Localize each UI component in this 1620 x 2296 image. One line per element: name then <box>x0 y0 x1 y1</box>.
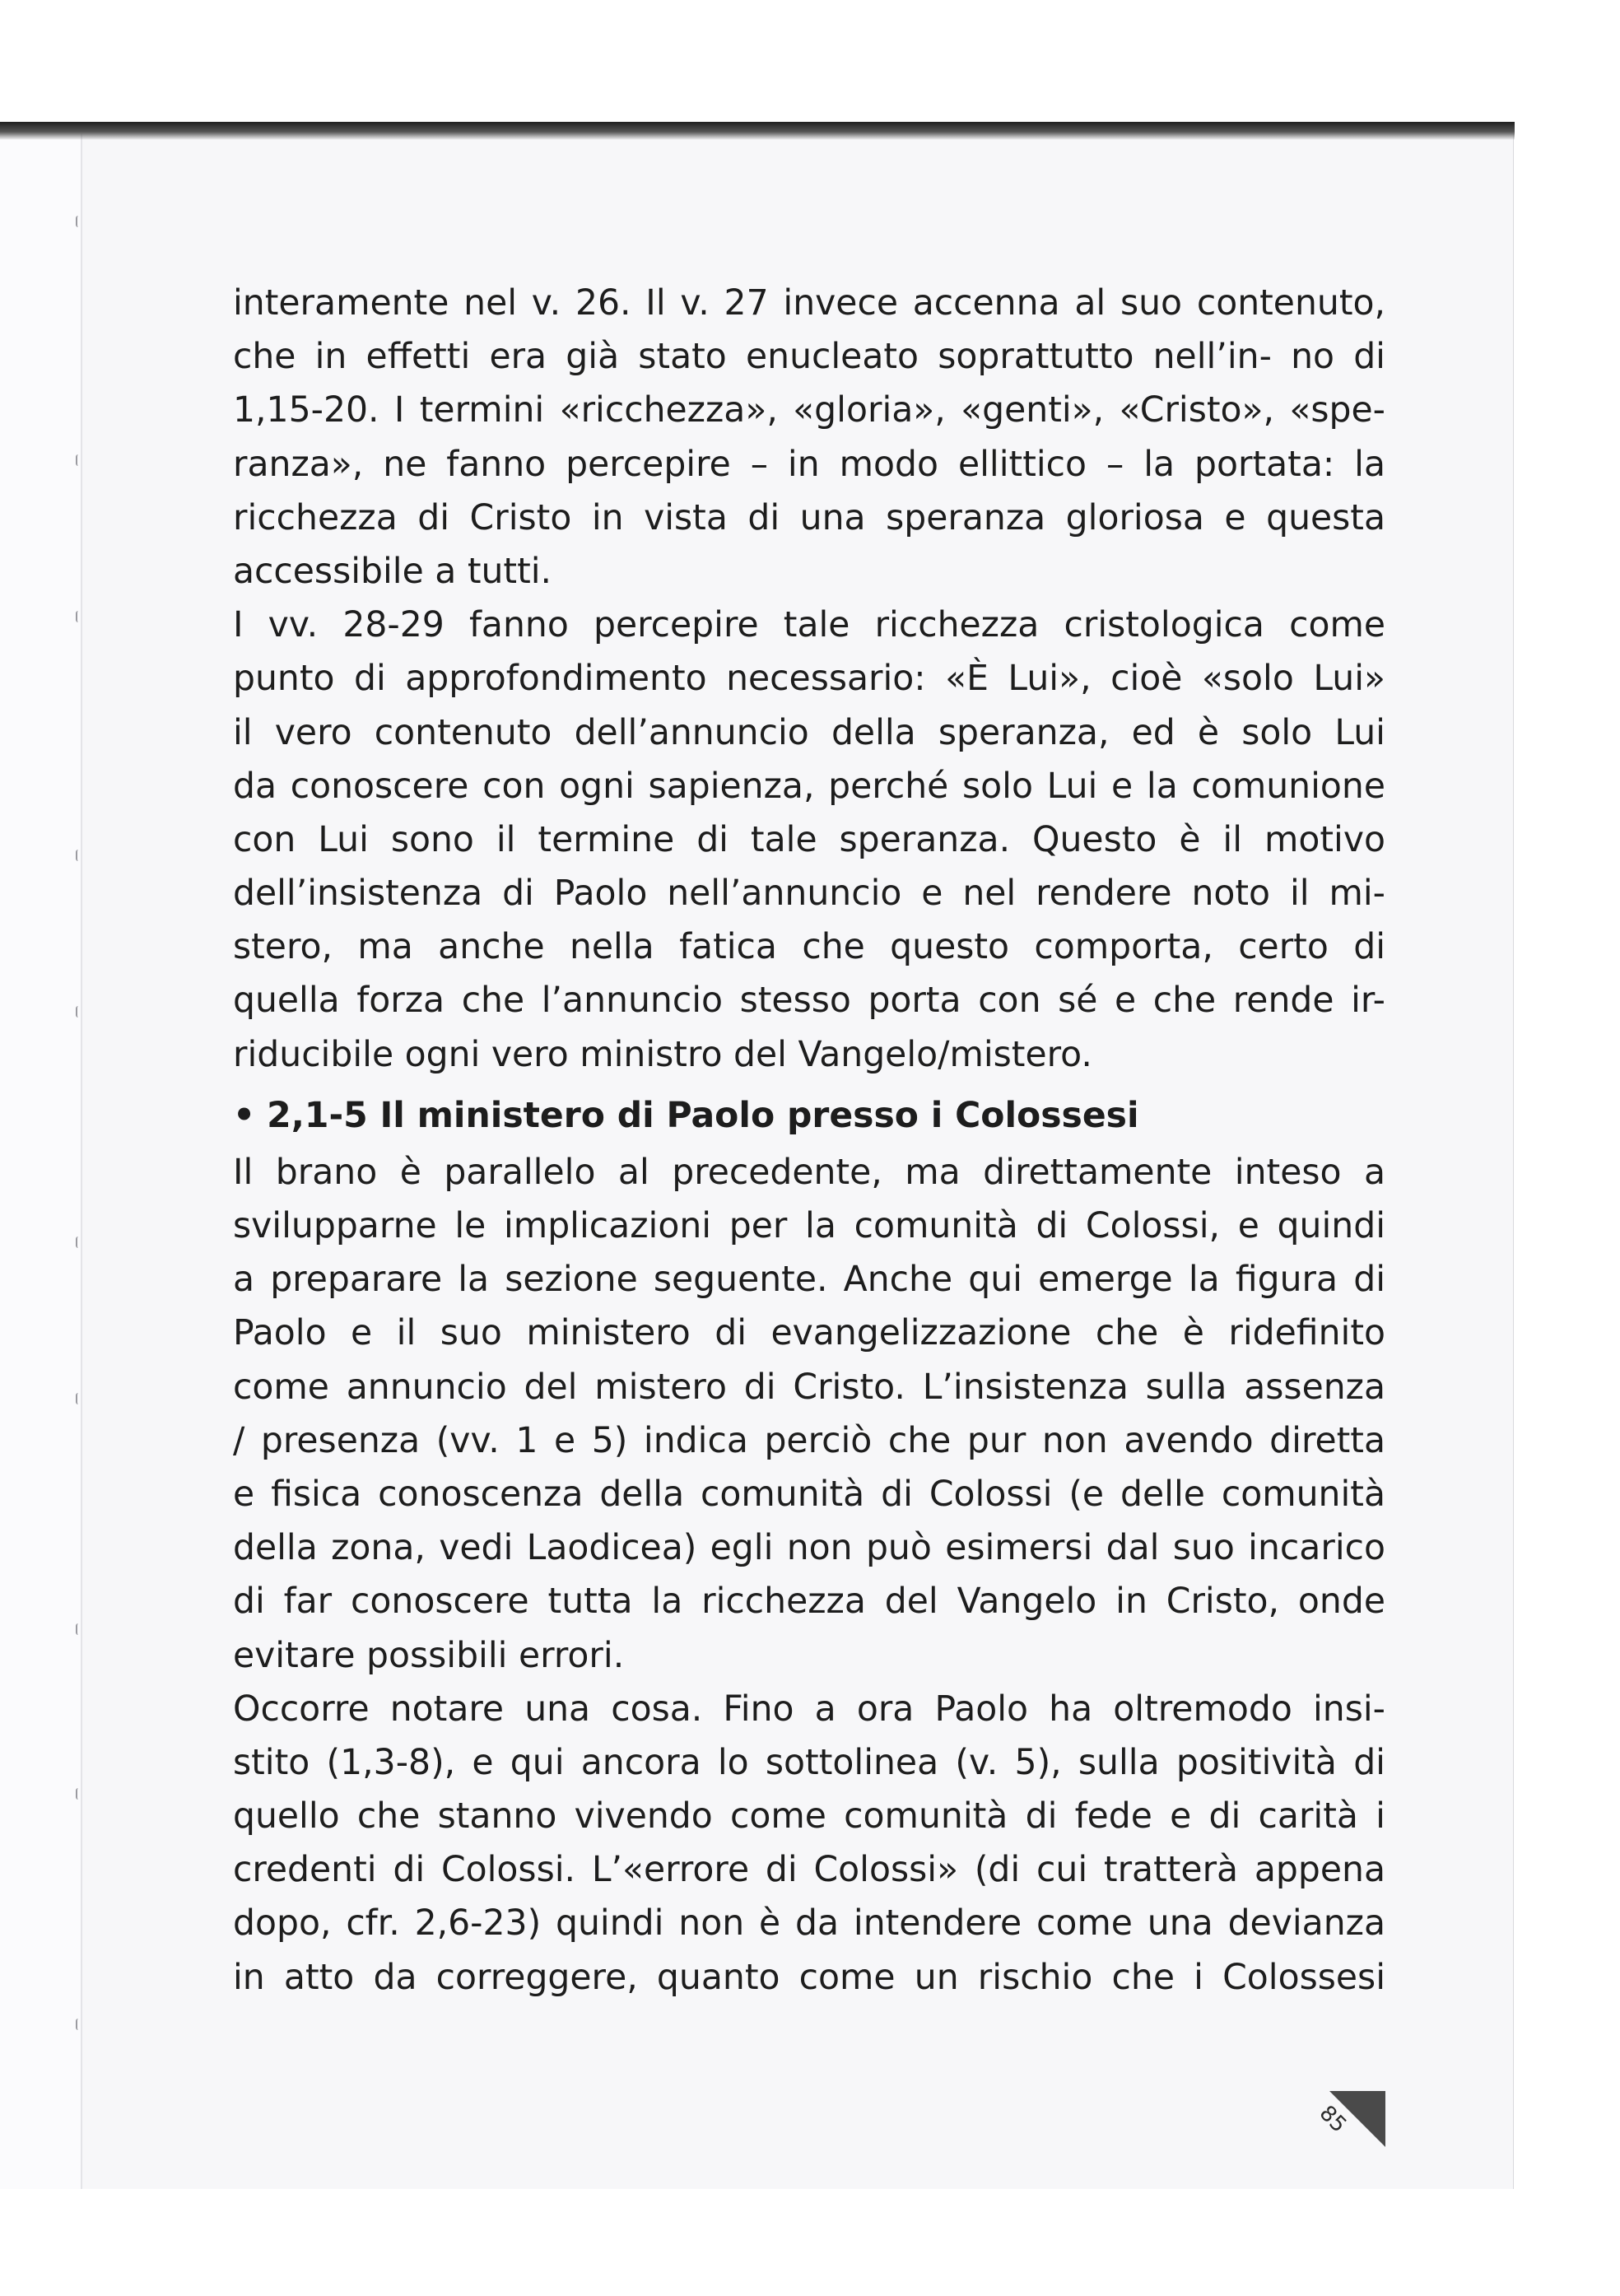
text-line: quello che stanno vivendo come comunità di fede e di carità i <box>233 1796 1385 1837</box>
bullet-icon: • <box>233 1095 256 1136</box>
text-line: a preparare la sezione seguente. Anche qui emerge la figura di <box>233 1260 1385 1301</box>
paragraph <box>233 1683 1385 2005</box>
text-line: accessibile a tutti. <box>233 551 552 592</box>
text-line: stito (1,3-8), e qui ancora lo sottolinea (v. 5), sulla positività di <box>233 1742 1385 1783</box>
text-line: dell’insistenza di Paolo nell’annuncio e nel rendere noto il mi- <box>233 873 1385 915</box>
paragraph <box>233 598 1385 1082</box>
text-line: con Lui sono il termine di tale speranza. Questo è il motivo <box>233 819 1385 860</box>
text-line: evitare possibili errori. <box>233 1635 625 1676</box>
binding-stitch <box>76 1623 81 1635</box>
text-line: come annuncio del mistero di Cristo. L’insistenza sulla assenza <box>233 1367 1385 1408</box>
binding-stitch <box>76 216 81 227</box>
binding-stitch <box>76 850 81 861</box>
text-line: Paolo e il suo ministero di evangelizzazione che è ridefinito <box>233 1313 1385 1354</box>
text-line: I vv. 28-29 fanno percepire tale ricchezza cristologica come <box>233 605 1385 646</box>
book-gutter <box>0 133 81 2189</box>
text-line: dopo, cfr. 2,6-23) quindi non è da intendere come una devianza <box>233 1903 1385 1944</box>
binding-stitch <box>76 2019 81 2030</box>
binding-stitch <box>76 1236 81 1248</box>
text-line: di far conoscere tutta la ricchezza del Vangelo in Cristo, onde <box>233 1581 1385 1623</box>
binding-stitch <box>76 1788 81 1800</box>
body-text <box>233 277 1385 2005</box>
text-line: stero, ma anche nella fatica che questo comporta, certo di <box>233 927 1385 968</box>
binding-stitch <box>76 611 81 622</box>
text-line: Occorre notare una cosa. Fino a ora Paolo ha oltremodo insi- <box>233 1688 1385 1730</box>
text-line: punto di approfondimento necessario: «È Lui», cioè «solo Lui» <box>233 659 1385 700</box>
text-line: da conoscere con ogni sapienza, perché solo Lui e la comunione <box>233 766 1385 807</box>
text-line: interamente nel v. 26. Il v. 27 invece accenna al suo contenuto, <box>233 283 1385 324</box>
page-number: 85 <box>1314 2101 1352 2138</box>
text-line: 1,15-20. I termini «ricchezza», «gloria», «genti», «Cristo», «spe- <box>233 390 1385 431</box>
text-line: ranza», ne fanno percepire – in modo ellittico – la portata: la <box>233 444 1385 485</box>
text-line: credenti di Colossi. L’«errore di Colossi» (di cui tratterà appena <box>233 1850 1385 1891</box>
binding-stitch <box>76 1006 81 1018</box>
page-top-shadow <box>0 122 1515 140</box>
text-line: ricchezza di Cristo in vista di una speranza gloriosa e questa <box>233 497 1385 538</box>
paragraph <box>233 1146 1385 1683</box>
text-line: / presenza (vv. 1 e 5) indica perciò che pur non avendo diretta <box>233 1420 1385 1461</box>
text-line: Il brano è parallelo al precedente, ma direttamente inteso a <box>233 1152 1385 1193</box>
binding-stitch <box>76 454 81 466</box>
text-line: il vero contenuto dell’annuncio della speranza, ed è solo Lui <box>233 712 1385 753</box>
paragraph <box>233 277 1385 598</box>
text-line: della zona, vedi Laodicea) egli non può esimersi dal suo incarico <box>233 1528 1385 1569</box>
text-line: svilupparne le implicazioni per la comunità di Colossi, e quindi <box>233 1206 1385 1246</box>
section-heading-text: 2,1-5 Il ministero di Paolo presso i Colossesi <box>267 1095 1139 1136</box>
section-heading <box>233 1087 1385 1146</box>
text-line: riducibile ogni vero ministro del Vangelo/mistero. <box>233 1034 1092 1075</box>
binding-stitch <box>76 1393 81 1404</box>
text-line: in atto da correggere, quanto come un rischio che i Colossesi <box>233 1957 1385 1998</box>
text-line: quella forza che l’annuncio stesso porta con sé e che rende ir- <box>233 980 1385 1022</box>
text-line: che in effetti era già stato enucleato soprattutto nell’in- no di <box>233 337 1385 378</box>
text-line: e fisica conoscenza della comunità di Colossi (e delle comunità <box>233 1474 1385 1515</box>
